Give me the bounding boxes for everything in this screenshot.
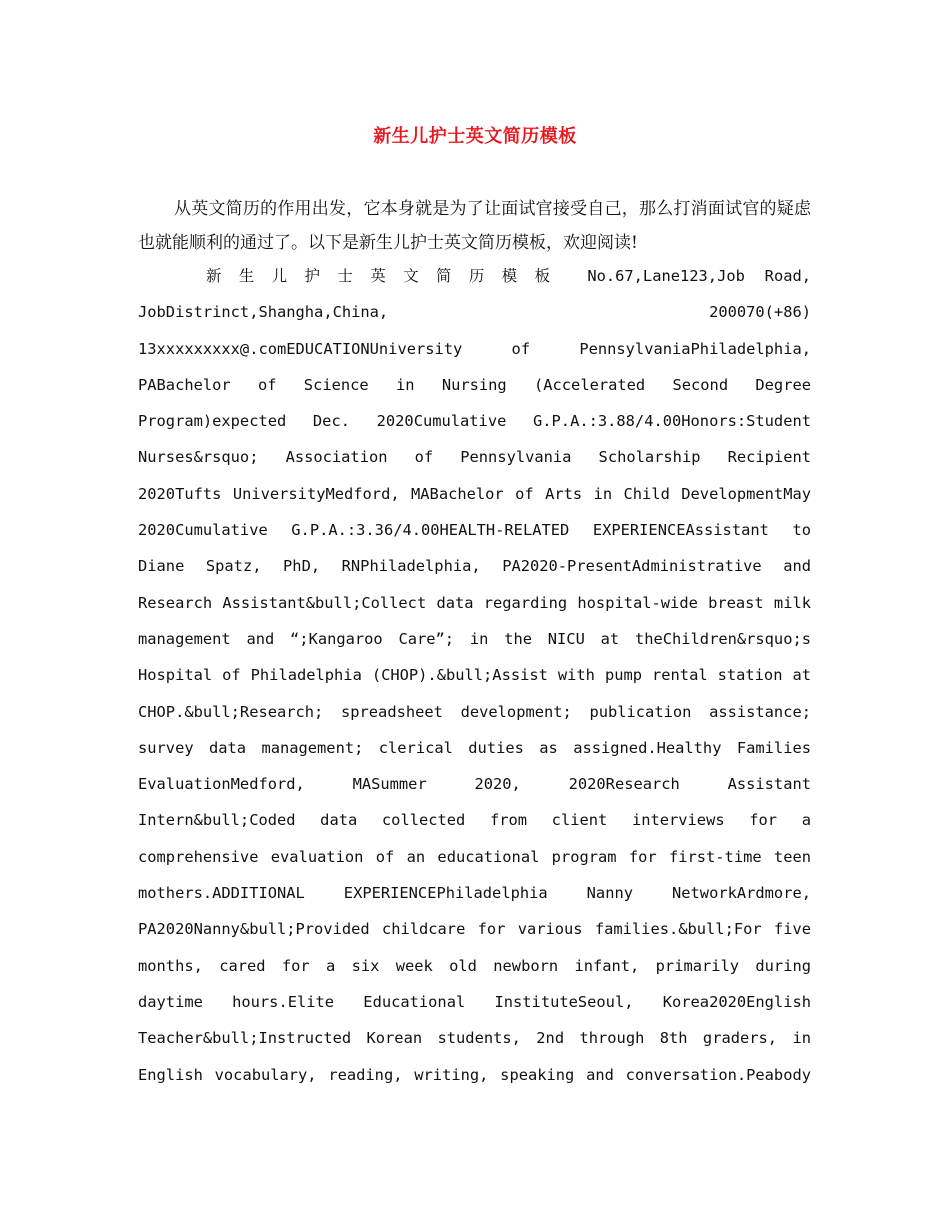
resume-body-text: No.67,Lane123,Job Road, JobDistrinct,Shangha,China, 200070(+86) 13xxxxxxxxx@.comEDUCATIONUniversity of PennsylvaniaPhiladelphia, PABachelor of Science in Nursing (Accelerated Second Degree Program)expected Dec. 2020Cumulative G.P.A.:3.88/4.00Honors:Student Nurses&rsquo; Association of Pennsylvania Scholarship Recipient 2020Tufts UniversityMedford, MABachelor of Arts in Child DevelopmentMay 2020Cumulative G.P.A.:3.36/4.00HEALTH-RELATED EXPERIENCEAssistant to Diane Spatz, PhD, RNPhiladelphia, PA2020-PresentAdministrative and Research Assistant&bull;Collect data regarding hospital-wide breast milk management and “;Kangaroo Care”; in the NICU at theChildren&rsquo;s Hospital of Philadelphia (CHOP).&bull;Assist with pump rental station at CHOP.&bull;Research; spreadsheet development; publication assistance; survey data management; clerical duties as assigned.Healthy Families EvaluationMedford, MASummer 2020, 2020Research Assistant Intern&bull;Coded data collected from client interviews for a comprehensive evaluation of an educational program for first-time teen mothers.ADDITIONAL EXPERIENCEPhiladelphia Nanny NetworkArdmore, PA2020Nanny&bull;Provided childcare for various families.&bull;For five months, cared for a six week old newborn infant, primarily during daytime hours.Elite Educational InstituteSeoul, Korea2020English Teacher&bull;Instructed Korean students, 2nd through 8th graders, in English vocabulary, reading, writing, speaking and conversation.Peabody — [138, 267, 812, 1084]
resume-body-lead: 新生儿护士英文简历模板 — [206, 267, 568, 285]
resume-body — [138, 258, 811, 1093]
document-title: 新生儿护士英文简历模板 — [373, 126, 577, 147]
intro-paragraph: 从英文简历的作用出发，它本身就是为了让面试官接受自己，那么打消面试官的疑虑也就能顺利的通过了。以下是新生儿护士英文简历模板，欢迎阅读! — [138, 199, 811, 253]
